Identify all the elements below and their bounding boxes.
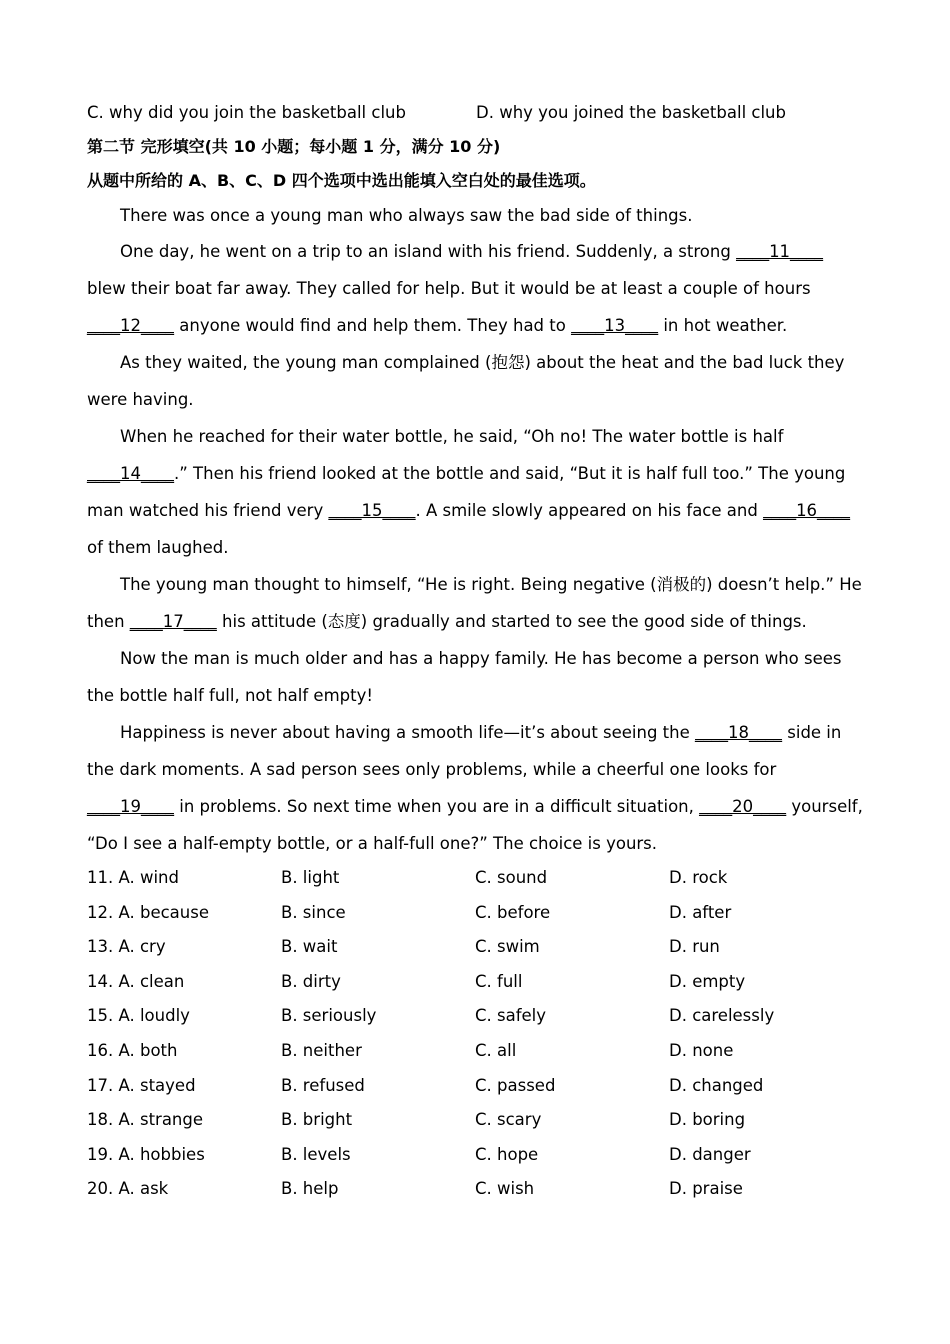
paragraph-5: The young man thought to himself, “He is right. Being negative (消极的) doesn’t help.” He then ____17____ his attitude (态度) gradually and started to see the good side of things. xyxy=(87,575,862,631)
previous-question-options xyxy=(87,96,863,130)
document-page xyxy=(87,96,863,1207)
blank-15: ____15____ xyxy=(328,501,416,520)
question-row: 19. A. hobbies B. levels C. hope D. danger xyxy=(87,1144,751,1164)
blank-18: ____18____ xyxy=(695,723,783,742)
question-row: 20. A. ask B. help C. wish D. praise xyxy=(87,1179,743,1199)
blank-12: ____12____ xyxy=(87,316,174,335)
option-d: D. why you joined the basketball club xyxy=(476,103,786,122)
blank-14: ____14____ xyxy=(87,464,174,483)
instruction: 从题中所给的 A、B、C、D 四个选项中选出能填入空白处的最佳选项。 xyxy=(87,171,596,190)
blank-20: ____20____ xyxy=(699,797,787,816)
paragraph-6: Now the man is much older and has a happy family. He has become a person who sees the bottle half full, not half empty! xyxy=(87,649,842,705)
blank-19: ____19____ xyxy=(87,797,174,816)
paragraph-7: Happiness is never about having a smooth life—it’s about seeing the ____18____ side in the dark moments. A sad person sees only problems, while a cheerful one looks for ____19____ in problems. So next time when you are in a difficult situation, ____20____ yourself, “Do I see a half-empty bottle, or a half-full one?” The choice is yours. xyxy=(87,723,863,853)
question-row: 13. A. cry B. wait C. swim D. run xyxy=(87,937,720,957)
paragraph-2: One day, he went on a trip to an island with his friend. Suddenly, a strong ____11____ blew their boat far away. They called for help. But it would be at least a couple of hours ____12____ anyone would find and help them. They had to ____13____ in hot weather. xyxy=(87,242,824,335)
question-options xyxy=(87,861,863,1207)
paragraph-3: As they waited, the young man complained (抱怨) about the heat and the bad luck they were having. xyxy=(87,353,845,409)
question-row: 15. A. loudly B. seriously C. safely D. carelessly xyxy=(87,1006,775,1026)
question-row: 17. A. stayed B. refused C. passed D. changed xyxy=(87,1075,764,1095)
blank-11: ____11____ xyxy=(736,242,824,261)
question-row: 18. A. strange B. bright C. scary D. boring xyxy=(87,1110,746,1130)
blank-17: ____17____ xyxy=(129,612,217,631)
question-row: 14. A. clean B. dirty C. full D. empty xyxy=(87,971,746,991)
question-row: 11. A. wind B. light C. sound D. rock xyxy=(87,868,728,887)
passage xyxy=(87,199,863,862)
blank-13: ____13____ xyxy=(571,316,659,335)
section-title: 第二节 完形填空(共 10 小题；每小题 1 分，满分 10 分) xyxy=(87,137,501,156)
option-c: C. why did you join the basketball club xyxy=(87,103,406,122)
question-row: 16. A. both B. neither C. all D. none xyxy=(87,1040,734,1060)
paragraph-4: When he reached for their water bottle, he said, “Oh no! The water bottle is half ____14____.” Then his friend looked at the bottle and said, “But it is half full too.” The young man watched his friend very ____15____. A smile slowly appeared on his face and ____16____ of them laughed. xyxy=(87,427,851,557)
blank-16: ____16____ xyxy=(763,501,851,520)
question-row: 12. A. because B. since C. before D. after xyxy=(87,902,732,922)
paragraph-1: There was once a young man who always saw the bad side of things. xyxy=(120,206,693,225)
